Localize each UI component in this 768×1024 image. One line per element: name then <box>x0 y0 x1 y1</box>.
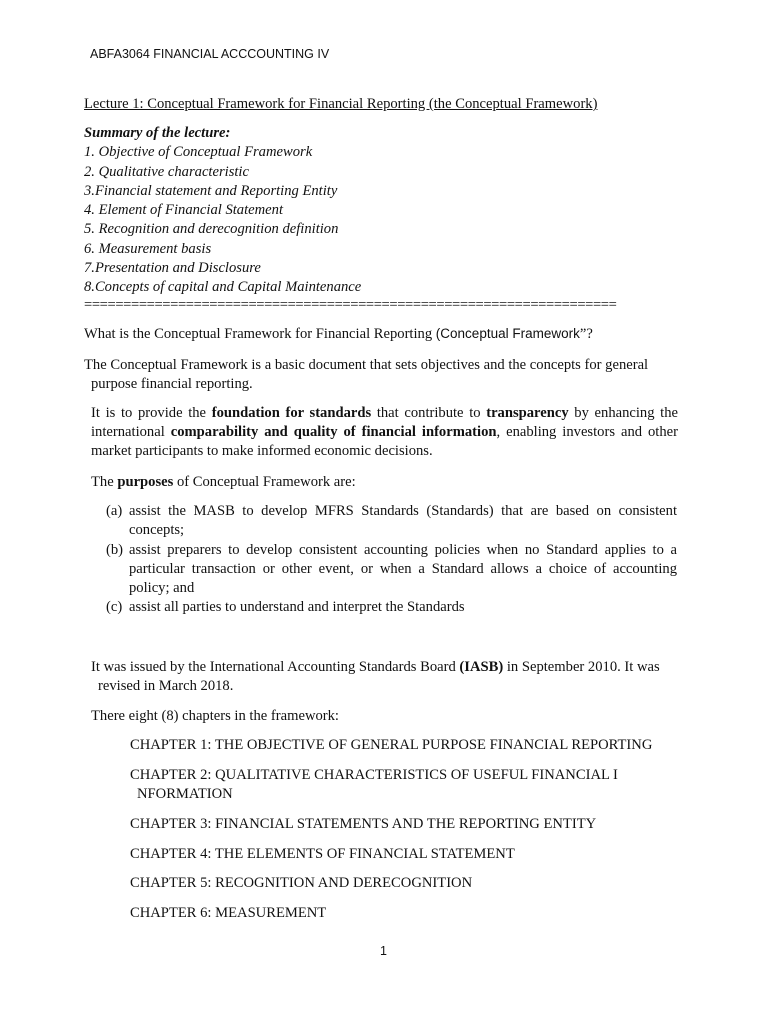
chapter-item: CHAPTER 6: MEASUREMENT <box>130 905 327 921</box>
summary-heading: Summary of the lecture: <box>84 125 231 141</box>
question-end: ”? <box>579 326 593 342</box>
definition-paragraph: The Conceptual Framework is a basic document that sets objectives and the concepts for general purpose financial reporting. <box>84 357 649 392</box>
chapters-intro: There eight (8) chapters in the framework: <box>91 708 339 724</box>
purposes-intro <box>91 473 356 492</box>
page-number: 1 <box>380 944 387 958</box>
summary-block <box>84 124 361 298</box>
purpose-marker: (a) <box>106 503 123 519</box>
issued-pre: It was issued by the International Accounting Standards Board <box>91 659 460 675</box>
foundation-text-4: , enabling investors and other market participants to make informed economic decisions. <box>91 424 678 459</box>
foundation-text-3: by enhancing the international <box>91 405 679 440</box>
summary-item: 4. Element of Financial Statement <box>84 202 283 219</box>
issued-post: in September 2010. It was revised in March 2018. <box>98 659 660 694</box>
purpose-text: assist preparers to develop consistent accounting policies when no Standard applies to a particular transaction or other event, or when a Standard allows a choice of accounting policy; and <box>129 542 677 596</box>
purpose-text: assist all parties to understand and interpret the Standards <box>129 599 465 615</box>
question-emphasis: (Conceptual Framework <box>435 326 580 341</box>
purpose-marker: (b) <box>106 542 124 558</box>
chapter-item: CHAPTER 3: FINANCIAL STATEMENTS AND THE REPORTING ENTITY <box>130 816 597 832</box>
summary-item: 7.Presentation and Disclosure <box>84 260 261 277</box>
purposes-intro-pre: The <box>91 474 118 490</box>
foundation-bold-1: foundation for standards <box>211 405 372 421</box>
summary-item: 3.Financial statement and Reporting Entity <box>84 182 338 199</box>
foundation-text-2: that contribute to <box>371 405 487 421</box>
chapter-item: CHAPTER 2: QUALITATIVE CHARACTERISTICS OF USEFUL FINANCIAL I NFORMATION <box>130 767 618 802</box>
lecture-title: Lecture 1: Conceptual Framework for Financial Reporting (the Conceptual Framework) <box>84 96 598 112</box>
issued-paragraph <box>91 658 673 696</box>
issued-bold: (IASB) <box>459 659 504 675</box>
summary-item: 1. Objective of Conceptual Framework <box>84 144 313 161</box>
foundation-bold-2: transparency <box>486 405 569 421</box>
summary-item: 6. Measurement basis <box>84 240 212 257</box>
chapter-item: CHAPTER 5: RECOGNITION AND DERECOGNITION <box>130 875 473 891</box>
purpose-item <box>106 541 677 598</box>
purposes-intro-post: of Conceptual Framework are: <box>173 474 356 490</box>
purpose-item <box>106 502 677 540</box>
purposes-intro-bold: purposes <box>117 474 174 490</box>
summary-item: 2. Qualitative characteristic <box>84 163 249 180</box>
summary-item: 5. Recognition and derecognition definition <box>84 221 339 238</box>
purpose-item <box>106 598 677 617</box>
summary-item: 8.Concepts of capital and Capital Maintenance <box>84 279 362 296</box>
page-header: ABFA3064 FINANCIAL ACCCOUNTING IV <box>90 47 330 61</box>
foundation-paragraph <box>91 404 678 461</box>
foundation-text-1: It is to provide the <box>91 405 212 421</box>
separator-line: ==================================================================== <box>84 297 617 313</box>
chapter-item: CHAPTER 4: THE ELEMENTS OF FINANCIAL STATEMENT <box>130 846 515 862</box>
purpose-marker: (c) <box>106 599 123 615</box>
purpose-text: assist the MASB to develop MFRS Standards (Standards) that are based on consistent concepts; <box>129 503 677 538</box>
foundation-bold-3: comparability and quality of financial information <box>170 424 497 440</box>
question-line <box>84 324 678 344</box>
question-text: What is the Conceptual Framework for Financial Reporting <box>84 326 436 342</box>
chapter-item: CHAPTER 1: THE OBJECTIVE OF GENERAL PURPOSE FINANCIAL REPORTING <box>130 737 653 753</box>
